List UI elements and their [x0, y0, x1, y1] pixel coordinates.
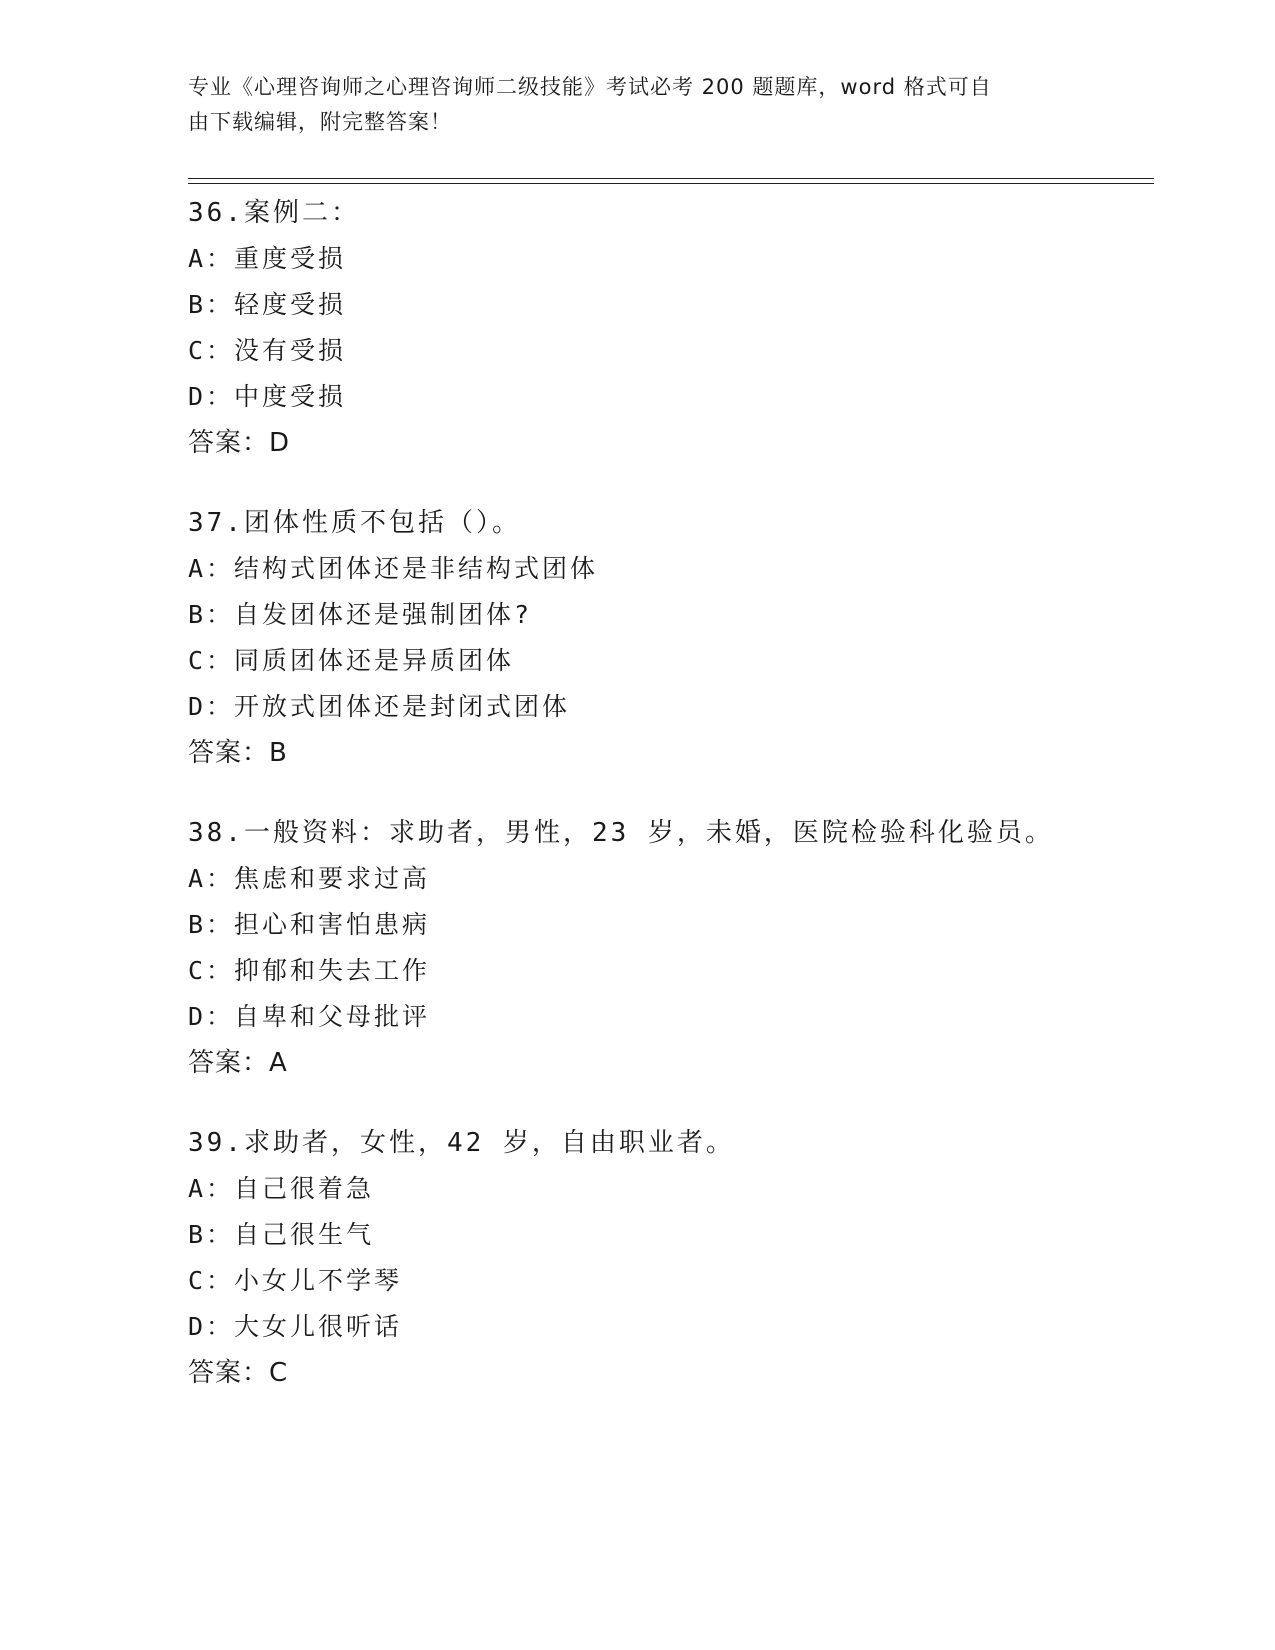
option-a: A：重度受损 [188, 244, 347, 273]
option-c: C：没有受损 [188, 336, 347, 365]
option-a: A：自己很着急 [188, 1174, 375, 1203]
header-line-1: 专业《心理咨询师之心理咨询师二级技能》考试必考 200 题题库，word 格式可自 [188, 75, 992, 99]
option-d: D：大女儿很听话 [188, 1312, 403, 1341]
option-b: B：自发团体还是强制团体? [188, 600, 533, 629]
option-a: A：结构式团体还是非结构式团体 [188, 554, 599, 583]
answer-line: 答案：A [188, 1048, 288, 1078]
header-divider-bottom [188, 183, 1154, 184]
answer-line: 答案：B [188, 738, 288, 768]
header-line-2: 由下载编辑，附完整答案！ [188, 110, 452, 134]
document-header [188, 70, 1068, 140]
option-d: D：开放式团体还是封闭式团体 [188, 692, 571, 721]
option-c: C：抑郁和失去工作 [188, 956, 431, 985]
question-title: 36.案例二： [188, 198, 360, 228]
header-divider-top [188, 178, 1154, 179]
option-c: C：小女儿不学琴 [188, 1266, 403, 1295]
option-b: B：轻度受损 [188, 290, 347, 319]
option-d: D：中度受损 [188, 382, 347, 411]
option-b: B：担心和害怕患病 [188, 910, 431, 939]
question-36 [188, 190, 1148, 466]
option-a: A：焦虑和要求过高 [188, 864, 431, 893]
answer-line: 答案：C [188, 1358, 289, 1388]
option-d: D：自卑和父母批评 [188, 1002, 431, 1031]
option-b: B：自己很生气 [188, 1220, 375, 1249]
question-38 [188, 810, 1148, 1086]
question-list [188, 190, 1148, 1430]
question-title: 37.团体性质不包括（）。 [188, 508, 521, 538]
option-c: C：同质团体还是异质团体 [188, 646, 515, 675]
question-title: 38.一般资料：求助者，男性，23 岁，未婚，医院检验科化验员。 [188, 818, 1054, 848]
question-37 [188, 500, 1148, 776]
question-title: 39.求助者，女性，42 岁，自由职业者。 [188, 1128, 735, 1158]
question-39 [188, 1120, 1148, 1396]
answer-line: 答案：D [188, 428, 291, 458]
